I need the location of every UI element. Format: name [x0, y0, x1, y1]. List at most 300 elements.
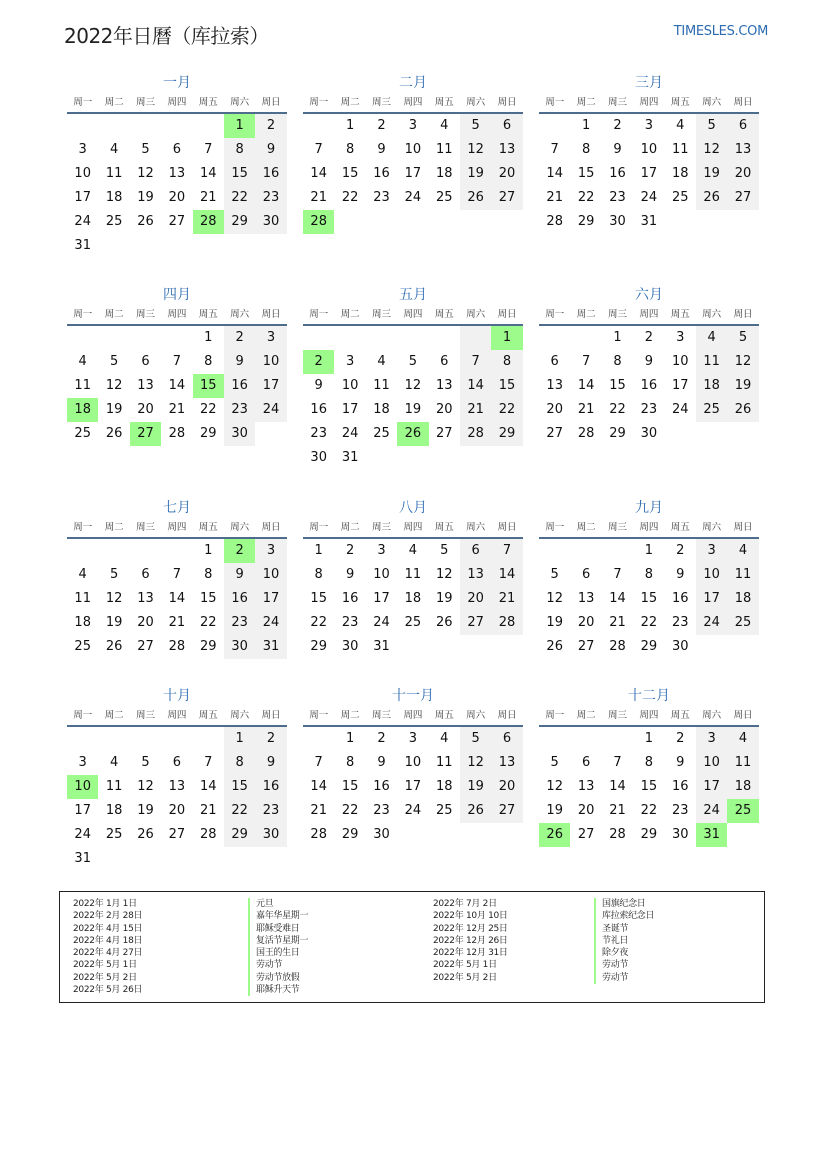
day-cell[interactable]: 24	[696, 799, 727, 823]
day-cell[interactable]: 13	[137, 378, 154, 393]
day-cell[interactable]: 24	[696, 611, 727, 635]
day-cell[interactable]: 23	[224, 398, 255, 422]
day-cell[interactable]: 18	[696, 374, 727, 398]
day-cell[interactable]: 4	[440, 118, 449, 133]
day-cell[interactable]: 11	[671, 142, 689, 157]
day-cell[interactable]: 3	[377, 543, 386, 558]
day-cell[interactable]: 24	[373, 615, 390, 630]
day-cell[interactable]: 2	[224, 326, 255, 350]
day-cell[interactable]: 9	[345, 567, 355, 582]
day-cell[interactable]: 28	[168, 639, 186, 654]
day-cell[interactable]: 20	[546, 402, 563, 417]
day-cell[interactable]: 25	[696, 398, 727, 422]
day-cell[interactable]: 9	[255, 138, 286, 162]
day-cell[interactable]: 16	[224, 374, 255, 398]
day-cell[interactable]: 23	[373, 190, 390, 205]
day-cell[interactable]: 7	[613, 755, 622, 770]
day-cell[interactable]: 16	[341, 591, 359, 606]
day-cell[interactable]: 4	[676, 118, 685, 133]
day-cell[interactable]: 30	[671, 827, 689, 842]
day-cell[interactable]: 25	[435, 803, 453, 818]
day-cell[interactable]: 29	[310, 639, 327, 654]
day-cell[interactable]: 17	[404, 779, 422, 794]
day-cell[interactable]: 27	[168, 827, 186, 842]
day-cell[interactable]: 5	[550, 755, 559, 770]
day-cell[interactable]: 5	[440, 543, 449, 558]
day-cell[interactable]: 17	[255, 587, 286, 611]
day-cell[interactable]: 21	[609, 615, 626, 630]
day-cell[interactable]: 12	[460, 138, 491, 162]
day-cell[interactable]: 3	[644, 118, 653, 133]
day-cell[interactable]: 9	[314, 378, 323, 393]
day-cell[interactable]: 8	[644, 567, 653, 582]
day-cell[interactable]: 27	[491, 799, 522, 823]
day-cell[interactable]: 6	[172, 755, 181, 770]
day-cell[interactable]: 1	[204, 330, 213, 345]
day-cell[interactable]: 13	[727, 138, 758, 162]
day-cell[interactable]: 3	[345, 354, 355, 369]
day-cell[interactable]: 11	[435, 142, 453, 157]
day-cell[interactable]: 10	[696, 751, 727, 775]
day-cell[interactable]: 16	[671, 779, 689, 794]
day-cell[interactable]: 4	[727, 727, 758, 751]
day-cell[interactable]: 11	[105, 166, 123, 181]
day-cell[interactable]: 18	[435, 779, 453, 794]
day-cell[interactable]: 6	[727, 114, 758, 138]
day-cell[interactable]: 17	[404, 166, 422, 181]
day-cell[interactable]: 24	[671, 402, 689, 417]
day-cell[interactable]: 19	[105, 615, 123, 630]
day-cell[interactable]: 3	[255, 326, 286, 350]
day-cell[interactable]: 1	[613, 330, 622, 345]
day-cell[interactable]: 8	[345, 142, 355, 157]
day-cell[interactable]: 9	[676, 567, 685, 582]
day-cell[interactable]: 20	[168, 803, 186, 818]
day-cell[interactable]: 9	[377, 142, 386, 157]
day-cell[interactable]: 6	[491, 727, 522, 751]
day-cell[interactable]: 10	[373, 567, 390, 582]
day-cell[interactable]: 1	[491, 326, 522, 350]
day-cell[interactable]: 28	[168, 426, 186, 441]
day-cell[interactable]: 17	[74, 190, 91, 205]
day-cell[interactable]: 18	[67, 398, 98, 422]
day-cell[interactable]: 4	[78, 567, 87, 582]
day-cell[interactable]: 11	[696, 350, 727, 374]
day-cell[interactable]: 15	[491, 374, 522, 398]
day-cell[interactable]: 29	[224, 210, 255, 234]
day-cell[interactable]: 19	[404, 402, 422, 417]
day-cell[interactable]: 30	[224, 635, 255, 659]
day-cell[interactable]: 28	[577, 426, 595, 441]
day-cell[interactable]: 14	[168, 378, 186, 393]
day-cell[interactable]: 28	[303, 210, 334, 234]
day-cell[interactable]: 13	[460, 563, 491, 587]
day-cell[interactable]: 2	[613, 118, 622, 133]
day-cell[interactable]: 25	[74, 426, 91, 441]
day-cell[interactable]: 22	[577, 190, 595, 205]
day-cell[interactable]: 23	[341, 615, 359, 630]
day-cell[interactable]: 8	[224, 751, 255, 775]
day-cell[interactable]: 16	[609, 166, 626, 181]
day-cell[interactable]: 19	[696, 162, 727, 186]
day-cell[interactable]: 31	[696, 823, 727, 847]
day-cell[interactable]: 29	[640, 639, 658, 654]
day-cell[interactable]: 3	[78, 142, 87, 157]
day-cell[interactable]: 13	[137, 591, 154, 606]
day-cell[interactable]: 3	[78, 755, 87, 770]
day-cell[interactable]: 1	[644, 543, 653, 558]
day-cell[interactable]: 10	[696, 563, 727, 587]
day-cell[interactable]: 27	[491, 186, 522, 210]
day-cell[interactable]: 9	[224, 563, 255, 587]
day-cell[interactable]: 15	[640, 779, 658, 794]
day-cell[interactable]: 28	[310, 827, 327, 842]
day-cell[interactable]: 3	[676, 330, 685, 345]
day-cell[interactable]: 5	[727, 326, 758, 350]
day-cell[interactable]: 13	[491, 751, 522, 775]
day-cell[interactable]: 16	[224, 587, 255, 611]
day-cell[interactable]: 19	[727, 374, 758, 398]
day-cell[interactable]: 28	[491, 611, 522, 635]
day-cell[interactable]: 18	[435, 166, 453, 181]
day-cell[interactable]: 21	[577, 402, 595, 417]
day-cell[interactable]: 22	[491, 398, 522, 422]
day-cell[interactable]: 6	[581, 755, 591, 770]
day-cell[interactable]: 20	[460, 587, 491, 611]
day-cell[interactable]: 14	[168, 591, 186, 606]
day-cell[interactable]: 13	[168, 166, 186, 181]
day-cell[interactable]: 4	[109, 755, 119, 770]
day-cell[interactable]: 7	[204, 755, 213, 770]
day-cell[interactable]: 1	[204, 543, 213, 558]
day-cell[interactable]: 9	[377, 755, 386, 770]
day-cell[interactable]: 9	[613, 142, 622, 157]
day-cell[interactable]: 11	[105, 779, 123, 794]
day-cell[interactable]: 7	[172, 567, 181, 582]
day-cell[interactable]: 20	[435, 402, 453, 417]
day-cell[interactable]: 24	[255, 611, 286, 635]
day-cell[interactable]: 7	[460, 350, 491, 374]
day-cell[interactable]: 13	[168, 779, 186, 794]
day-cell[interactable]: 26	[105, 426, 123, 441]
day-cell[interactable]: 8	[345, 755, 355, 770]
day-cell[interactable]: 26	[727, 398, 758, 422]
day-cell[interactable]: 7	[613, 567, 622, 582]
day-cell[interactable]: 23	[373, 803, 390, 818]
day-cell[interactable]: 20	[577, 615, 595, 630]
day-cell[interactable]: 5	[141, 142, 150, 157]
day-cell[interactable]: 25	[671, 190, 689, 205]
day-cell[interactable]: 14	[310, 779, 327, 794]
day-cell[interactable]: 2	[676, 731, 685, 746]
day-cell[interactable]: 17	[74, 803, 91, 818]
day-cell[interactable]: 9	[676, 755, 685, 770]
day-cell[interactable]: 10	[671, 354, 689, 369]
day-cell[interactable]: 21	[310, 190, 327, 205]
day-cell[interactable]: 4	[727, 539, 758, 563]
day-cell[interactable]: 22	[609, 402, 626, 417]
day-cell[interactable]: 17	[671, 378, 689, 393]
day-cell[interactable]: 29	[224, 823, 255, 847]
day-cell[interactable]: 31	[255, 635, 286, 659]
day-cell[interactable]: 26	[460, 799, 491, 823]
day-cell[interactable]: 19	[105, 402, 123, 417]
day-cell[interactable]: 16	[255, 162, 286, 186]
day-cell[interactable]: 26	[460, 186, 491, 210]
day-cell[interactable]: 10	[640, 142, 658, 157]
day-cell[interactable]: 21	[199, 803, 217, 818]
day-cell[interactable]: 7	[314, 142, 323, 157]
day-cell[interactable]: 15	[224, 775, 255, 799]
day-cell[interactable]: 14	[491, 563, 522, 587]
day-cell[interactable]: 2	[644, 330, 653, 345]
day-cell[interactable]: 19	[546, 615, 563, 630]
day-cell[interactable]: 1	[314, 543, 323, 558]
day-cell[interactable]: 23	[671, 803, 689, 818]
day-cell[interactable]: 5	[109, 567, 119, 582]
day-cell[interactable]: 23	[255, 186, 286, 210]
day-cell[interactable]: 16	[255, 775, 286, 799]
day-cell[interactable]: 22	[640, 803, 658, 818]
day-cell[interactable]: 7	[204, 142, 213, 157]
day-cell[interactable]: 29	[341, 827, 359, 842]
day-cell[interactable]: 21	[168, 615, 186, 630]
day-cell[interactable]: 1	[224, 727, 255, 751]
day-cell[interactable]: 27	[577, 827, 595, 842]
day-cell[interactable]: 8	[491, 350, 522, 374]
day-cell[interactable]: 19	[435, 591, 453, 606]
day-cell[interactable]: 22	[341, 190, 359, 205]
day-cell[interactable]: 16	[310, 402, 327, 417]
day-cell[interactable]: 27	[460, 611, 491, 635]
day-cell[interactable]: 21	[460, 398, 491, 422]
day-cell[interactable]: 30	[640, 426, 658, 441]
day-cell[interactable]: 18	[373, 402, 390, 417]
day-cell[interactable]: 14	[609, 779, 626, 794]
day-cell[interactable]: 2	[345, 543, 355, 558]
day-cell[interactable]: 22	[341, 803, 359, 818]
day-cell[interactable]: 31	[640, 214, 658, 229]
day-cell[interactable]: 6	[491, 114, 522, 138]
day-cell[interactable]: 15	[609, 378, 626, 393]
day-cell[interactable]: 18	[727, 587, 758, 611]
day-cell[interactable]: 7	[172, 354, 181, 369]
day-cell[interactable]: 6	[460, 539, 491, 563]
day-cell[interactable]: 2	[377, 118, 386, 133]
day-cell[interactable]: 14	[199, 166, 217, 181]
day-cell[interactable]: 8	[204, 567, 213, 582]
day-cell[interactable]: 11	[74, 378, 91, 393]
day-cell[interactable]: 12	[404, 378, 422, 393]
day-cell[interactable]: 21	[609, 803, 626, 818]
day-cell[interactable]: 24	[341, 426, 359, 441]
day-cell[interactable]: 23	[609, 190, 626, 205]
day-cell[interactable]: 2	[255, 727, 286, 751]
day-cell[interactable]: 25	[435, 190, 453, 205]
day-cell[interactable]: 28	[546, 214, 563, 229]
day-cell[interactable]: 24	[404, 190, 422, 205]
day-cell[interactable]: 14	[460, 374, 491, 398]
day-cell[interactable]: 22	[224, 186, 255, 210]
day-cell[interactable]: 9	[644, 354, 653, 369]
day-cell[interactable]: 18	[105, 803, 123, 818]
day-cell[interactable]: 14	[609, 591, 626, 606]
day-cell[interactable]: 20	[491, 162, 522, 186]
day-cell[interactable]: 12	[105, 378, 123, 393]
day-cell[interactable]: 26	[539, 823, 570, 847]
day-cell[interactable]: 26	[137, 214, 154, 229]
day-cell[interactable]: 25	[373, 426, 390, 441]
day-cell[interactable]: 3	[696, 539, 727, 563]
day-cell[interactable]: 5	[408, 354, 417, 369]
day-cell[interactable]: 11	[373, 378, 390, 393]
day-cell[interactable]: 2	[303, 350, 334, 374]
day-cell[interactable]: 16	[640, 378, 658, 393]
day-cell[interactable]: 8	[613, 354, 622, 369]
day-cell[interactable]: 15	[341, 166, 359, 181]
day-cell[interactable]: 8	[314, 567, 323, 582]
day-cell[interactable]: 19	[137, 190, 154, 205]
day-cell[interactable]: 29	[199, 639, 217, 654]
day-cell[interactable]: 12	[696, 138, 727, 162]
day-cell[interactable]: 15	[310, 591, 327, 606]
day-cell[interactable]: 3	[408, 118, 417, 133]
day-cell[interactable]: 18	[74, 615, 91, 630]
day-cell[interactable]: 30	[671, 639, 689, 654]
day-cell[interactable]: 8	[224, 138, 255, 162]
day-cell[interactable]: 2	[224, 539, 255, 563]
day-cell[interactable]: 3	[408, 731, 417, 746]
day-cell[interactable]: 10	[67, 775, 98, 799]
day-cell[interactable]: 21	[310, 803, 327, 818]
day-cell[interactable]: 27	[168, 214, 186, 229]
site-brand[interactable]: TIMESLES.COM	[673, 24, 768, 39]
day-cell[interactable]: 2	[676, 543, 685, 558]
day-cell[interactable]: 12	[727, 350, 758, 374]
day-cell[interactable]: 17	[696, 775, 727, 799]
day-cell[interactable]: 27	[577, 639, 595, 654]
day-cell[interactable]: 12	[105, 591, 123, 606]
day-cell[interactable]: 16	[373, 779, 390, 794]
day-cell[interactable]: 1	[581, 118, 591, 133]
day-cell[interactable]: 4	[440, 731, 449, 746]
day-cell[interactable]: 17	[255, 374, 286, 398]
day-cell[interactable]: 4	[78, 354, 87, 369]
day-cell[interactable]: 18	[727, 775, 758, 799]
day-cell[interactable]: 13	[491, 138, 522, 162]
day-cell[interactable]: 23	[671, 615, 689, 630]
day-cell[interactable]: 19	[137, 803, 154, 818]
day-cell[interactable]: 20	[491, 775, 522, 799]
day-cell[interactable]: 27	[546, 426, 563, 441]
day-cell[interactable]: 20	[137, 615, 154, 630]
day-cell[interactable]: 1	[224, 114, 255, 138]
day-cell[interactable]: 12	[546, 779, 563, 794]
day-cell[interactable]: 30	[224, 422, 255, 446]
day-cell[interactable]: 10	[255, 350, 286, 374]
day-cell[interactable]: 17	[640, 166, 658, 181]
day-cell[interactable]: 30	[609, 214, 626, 229]
day-cell[interactable]: 30	[310, 450, 327, 465]
day-cell[interactable]: 2	[377, 731, 386, 746]
day-cell[interactable]: 25	[74, 639, 91, 654]
day-cell[interactable]: 19	[546, 803, 563, 818]
day-cell[interactable]: 29	[609, 426, 626, 441]
day-cell[interactable]: 28	[460, 422, 491, 446]
day-cell[interactable]: 31	[74, 238, 91, 253]
day-cell[interactable]: 8	[581, 142, 591, 157]
day-cell[interactable]: 24	[404, 803, 422, 818]
day-cell[interactable]: 12	[460, 751, 491, 775]
day-cell[interactable]: 10	[404, 755, 422, 770]
day-cell[interactable]: 11	[727, 563, 758, 587]
day-cell[interactable]: 25	[727, 611, 758, 635]
day-cell[interactable]: 22	[199, 402, 217, 417]
day-cell[interactable]: 8	[644, 755, 653, 770]
day-cell[interactable]: 7	[491, 539, 522, 563]
day-cell[interactable]: 29	[577, 214, 595, 229]
day-cell[interactable]: 22	[640, 615, 658, 630]
day-cell[interactable]: 25	[727, 799, 758, 823]
day-cell[interactable]: 5	[550, 567, 559, 582]
day-cell[interactable]: 22	[224, 799, 255, 823]
day-cell[interactable]: 14	[199, 779, 217, 794]
day-cell[interactable]: 17	[341, 402, 359, 417]
day-cell[interactable]: 24	[640, 190, 658, 205]
day-cell[interactable]: 13	[546, 378, 563, 393]
day-cell[interactable]: 28	[609, 639, 626, 654]
day-cell[interactable]: 4	[377, 354, 386, 369]
day-cell[interactable]: 7	[550, 142, 559, 157]
day-cell[interactable]: 30	[341, 639, 359, 654]
day-cell[interactable]: 6	[550, 354, 559, 369]
day-cell[interactable]: 27	[137, 639, 154, 654]
day-cell[interactable]: 28	[609, 827, 626, 842]
day-cell[interactable]: 19	[460, 162, 491, 186]
day-cell[interactable]: 21	[491, 587, 522, 611]
day-cell[interactable]: 14	[310, 166, 327, 181]
day-cell[interactable]: 6	[172, 142, 181, 157]
day-cell[interactable]: 14	[546, 166, 563, 181]
day-cell[interactable]: 13	[577, 591, 595, 606]
day-cell[interactable]: 15	[341, 779, 359, 794]
day-cell[interactable]: 26	[546, 639, 563, 654]
day-cell[interactable]: 15	[577, 166, 595, 181]
day-cell[interactable]: 6	[141, 354, 150, 369]
day-cell[interactable]: 15	[193, 374, 224, 398]
day-cell[interactable]: 11	[74, 591, 91, 606]
day-cell[interactable]: 29	[640, 827, 658, 842]
day-cell[interactable]: 20	[727, 162, 758, 186]
day-cell[interactable]: 26	[137, 827, 154, 842]
day-cell[interactable]: 24	[255, 398, 286, 422]
day-cell[interactable]: 21	[199, 190, 217, 205]
day-cell[interactable]: 25	[404, 615, 422, 630]
day-cell[interactable]: 23	[640, 402, 658, 417]
day-cell[interactable]: 4	[408, 543, 417, 558]
day-cell[interactable]: 7	[581, 354, 591, 369]
day-cell[interactable]: 27	[727, 186, 758, 210]
day-cell[interactable]: 25	[105, 827, 123, 842]
day-cell[interactable]: 9	[224, 350, 255, 374]
day-cell[interactable]: 1	[345, 731, 355, 746]
day-cell[interactable]: 10	[74, 166, 91, 181]
day-cell[interactable]: 21	[546, 190, 563, 205]
day-cell[interactable]: 12	[435, 567, 453, 582]
day-cell[interactable]: 20	[577, 803, 595, 818]
day-cell[interactable]: 5	[460, 114, 491, 138]
day-cell[interactable]: 22	[199, 615, 217, 630]
